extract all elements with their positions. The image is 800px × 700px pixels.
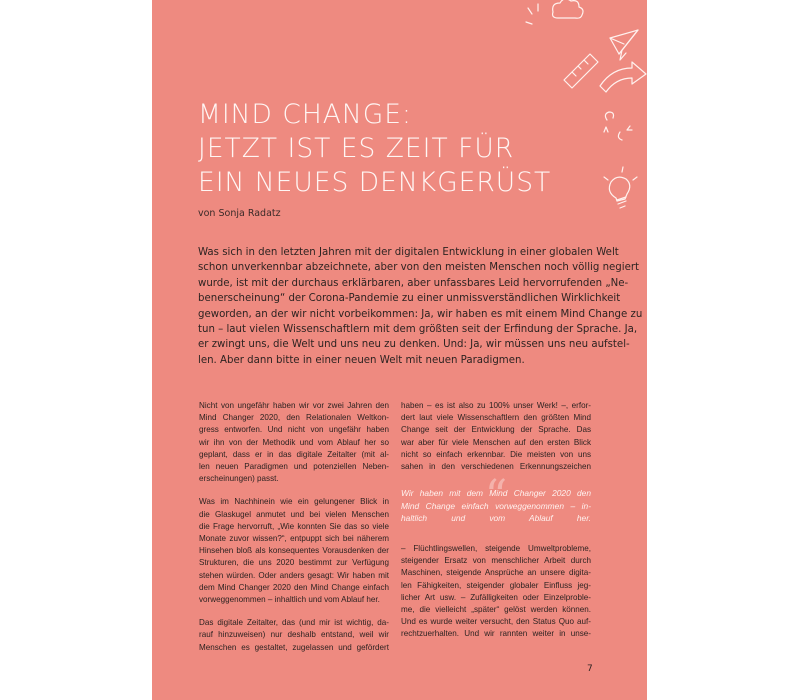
body-paragraph: [401, 543, 591, 641]
lightbulb-icon: [604, 167, 637, 208]
body-line: Mind Changer 2020, den Relationalen Weltkon-: [199, 413, 389, 423]
body-line: steigender Ersatz von menschlicher Arbeit durch: [401, 556, 591, 566]
quote-line: Mind Change einfach vorweggenommen – in-: [401, 500, 591, 511]
body-line: die Glaskugel anmutet und bei vielen Menschen: [199, 509, 389, 519]
body-paragraph: [401, 400, 591, 473]
body-line: Und es wurde weiter versucht, den Status Quo auf-: [401, 617, 591, 627]
body-line: Monate zuvor wissen?“, entpuppt sich bei näherem: [199, 534, 389, 544]
body-paragraph: [199, 400, 389, 485]
body-line: Menschen es gestaltet, zugelassen und gefördert: [199, 642, 389, 652]
body-column-left: [199, 400, 389, 665]
body-line: Maschinen, steigende Ansprüche an unsere digita-: [401, 568, 591, 578]
article-title: [198, 98, 551, 200]
spark-icon: [526, 4, 538, 24]
ruler-icon: [564, 54, 598, 88]
body-line: me, die vielleicht „später“ gelöst werden können.: [401, 605, 591, 615]
title-line: MIND CHANGE:: [198, 99, 412, 130]
body-line: erscheinungen) passt.: [199, 474, 279, 484]
lead-line: geworden, an der wir nicht vorbeikommen: Ja, wir haben es mit einem Mind Change zu: [198, 308, 643, 320]
lead-line: tun – laut vielen Wissenschaftlern mit dem größten seit der Erfindung der Sprache. Ja,: [198, 324, 638, 336]
body-line: dem Mind Changer 2020 den Mind Change einfach: [199, 582, 389, 592]
body-paragraph: [199, 496, 389, 606]
body-line: rechtzuerhalten. Und wir rannten weiter in unse-: [401, 629, 591, 639]
body-line: licher Art usw. – Zufälligkeiten oder Einzelproble-: [401, 592, 591, 602]
page-number: 7: [587, 664, 593, 674]
lead-line: wurde, ist mit der durchaus erklärbaren, aber unfassbares Leid hervorrufenden „Ne-: [198, 277, 629, 289]
lead-line: schon unverkennbar abzeichnete, aber von den meisten Menschen noch völlig negiert: [198, 262, 640, 274]
pull-quote: [401, 471, 591, 525]
author-byline: von Sonja Radatz: [198, 208, 281, 219]
paper-plane-icon: [610, 30, 638, 60]
body-line: Hinsehen bloß als konsequentes Vorausdenken der: [199, 546, 389, 556]
swirl-icon: [605, 112, 622, 140]
body-column-right: [401, 400, 591, 652]
body-line: stehen würden. Oder anders gesagt: Wir haben mit: [199, 570, 389, 580]
body-line: nicht so einfach erkennbar. Die meisten von uns: [401, 449, 591, 459]
body-line: Change seit der Entwicklung der Sprache. Das: [401, 425, 591, 435]
body-line: haben – es ist also zu 100% unser Werk! –, erfor-: [401, 401, 591, 410]
body-line: len Fähigkeiten, steigender globaler Einfluss jeg-: [401, 580, 591, 590]
lead-paragraph: [198, 245, 643, 368]
body-line: war aber für viele Menschen auf den ersten Blick: [401, 437, 591, 447]
title-line: JETZT IST ES ZEIT FÜR: [198, 133, 515, 164]
body-line: gress entworfen. Und nicht von ungefähr haben: [199, 425, 389, 435]
body-line: vorweggenommen – inhaltlich und vom Ablauf her.: [199, 595, 380, 605]
lead-line: len. Aber dann bitte in einer neuen Welt mit neuen Paradigmen.: [198, 354, 525, 366]
lead-line: er zwingt uns, die Welt und uns neu zu denken. Und: Ja, wir müssen uns neu aufstel-: [198, 339, 630, 351]
body-line: len neuen Paradigmen und potenziellen Neben-: [199, 462, 389, 472]
body-line: Strukturen, die uns 2020 bestimmt zur Verfügung: [199, 558, 389, 568]
body-line: Das digitale Zeitalter, das (und mir ist wichtig, da-: [199, 618, 389, 628]
curved-arrow-icon: [600, 62, 646, 92]
magazine-page: [152, 0, 647, 700]
lead-line: Was sich in den letzten Jahren mit der digitalen Entwicklung in einer globalen Welt: [198, 247, 619, 258]
cloud-icon: [553, 0, 583, 18]
body-line: geplant, dass er in das digitale Zeitalter (mit al-: [199, 449, 389, 459]
body-line: Nicht von ungefähr haben wir vor zwei Jahren den: [199, 401, 389, 410]
body-line: rauf hinzuweisen) nur deshalb entstand, weil wir: [199, 630, 389, 640]
lead-line: benerscheinung“ der Corona-Pandemie zu einer unmissverständlichen Wirklichkeit: [198, 293, 621, 305]
body-line: Was im Nachhinein wie ein gelungener Blick in: [199, 497, 389, 507]
body-paragraph: [199, 617, 389, 654]
body-line: – Flüchtlingswellen, steigende Umweltprobleme,: [401, 544, 591, 553]
body-line: die Frage hervorruft, „Wie konnten Sie das so viele: [199, 521, 389, 531]
body-line: sahen in den verschiedenen Erkennungszeichen: [401, 462, 591, 472]
pull-quote-text: [401, 487, 591, 525]
quote-line: haltlich und vom Ablauf her.: [401, 513, 591, 524]
body-line: dert laut viele Wissenschaftlern den größten Mind: [401, 413, 591, 423]
quote-line: Wir haben mit dem Mind Changer 2020 den: [401, 488, 591, 499]
body-line: wir ihn von der Methodik und vom Ablauf her so: [199, 437, 389, 447]
quote-mark-icon: “: [484, 471, 508, 523]
small-star-icon: [604, 126, 632, 132]
title-line: EIN NEUES DENKGERÜST: [198, 167, 552, 198]
